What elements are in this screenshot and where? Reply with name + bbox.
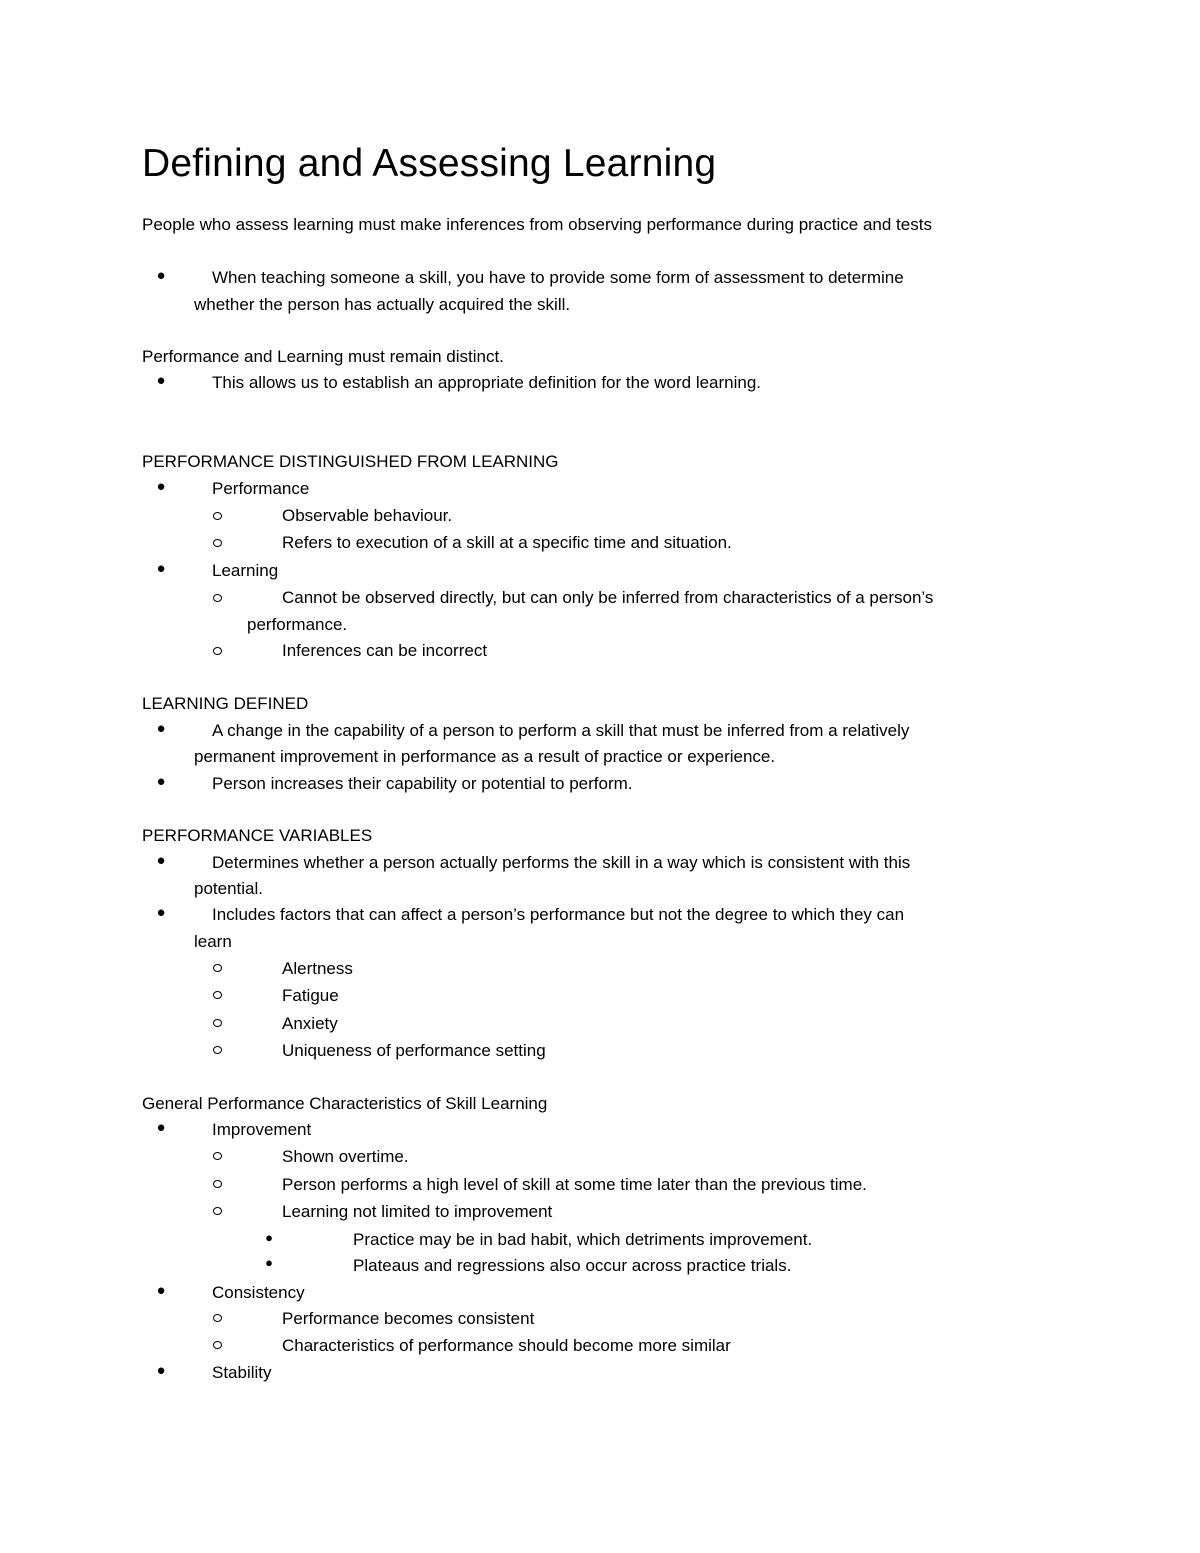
circle-bullet-icon bbox=[213, 539, 222, 547]
performance-variables-bullet-2-line1: Includes factors that can affect a person’s performance but not the degree to which they can bbox=[212, 905, 905, 924]
performance-variables-bullet-1-line1: Determines whether a person actually performs the skill in a way which is consistent with this bbox=[212, 853, 911, 872]
circle-bullet-icon bbox=[213, 1207, 222, 1215]
consistency-item-1: Performance becomes consistent bbox=[282, 1309, 535, 1328]
bullet-icon: ● bbox=[156, 478, 166, 495]
bullet-icon: ● bbox=[156, 1119, 166, 1136]
performance-item-1: Observable behaviour. bbox=[282, 506, 453, 525]
learning-defined-bullet-1-line2: permanent improvement in performance as a result of practice or experience. bbox=[194, 747, 776, 766]
improvement-item-1: Shown overtime. bbox=[282, 1147, 409, 1166]
bullet-icon: ● bbox=[156, 720, 166, 737]
bullet-icon: ● bbox=[156, 267, 166, 284]
learning-item-1-line2: performance. bbox=[247, 615, 348, 634]
learning-defined-bullet-2: Person increases their capability or potential to perform. bbox=[212, 774, 633, 793]
circle-bullet-icon bbox=[213, 594, 222, 602]
section-heading-characteristics: General Performance Characteristics of Skill Learning bbox=[142, 1094, 548, 1113]
intro-bullet-line2: whether the person has actually acquired the skill. bbox=[194, 295, 571, 314]
improvement-item-3: Learning not limited to improvement bbox=[282, 1202, 553, 1221]
document-title: Defining and Assessing Learning bbox=[142, 142, 717, 185]
section-heading-learning-defined: LEARNING DEFINED bbox=[142, 694, 309, 713]
learning-item-1-line1: Cannot be observed directly, but can only be inferred from characteristics of a person’s bbox=[282, 588, 934, 607]
circle-bullet-icon bbox=[213, 964, 222, 972]
circle-bullet-icon bbox=[213, 1314, 222, 1322]
improvement-subitem-1: Practice may be in bad habit, which detriments improvement. bbox=[353, 1230, 813, 1249]
improvement-item-2: Person performs a high level of skill at some time later than the previous time. bbox=[282, 1175, 867, 1194]
learning-label: Learning bbox=[212, 561, 279, 580]
factor-item: Fatigue bbox=[282, 986, 339, 1005]
circle-bullet-icon bbox=[213, 1046, 222, 1054]
consistency-label: Consistency bbox=[212, 1283, 305, 1302]
consistency-item-2: Characteristics of performance should become more similar bbox=[282, 1336, 731, 1355]
factor-item: Anxiety bbox=[282, 1014, 338, 1033]
section-heading-performance-vs-learning: PERFORMANCE DISTINGUISHED FROM LEARNING bbox=[142, 452, 559, 471]
circle-bullet-icon bbox=[213, 647, 222, 655]
circle-bullet-icon bbox=[213, 1341, 222, 1349]
circle-bullet-icon bbox=[213, 991, 222, 999]
improvement-subitem-2: Plateaus and regressions also occur across practice trials. bbox=[353, 1256, 792, 1275]
learning-item-2: Inferences can be incorrect bbox=[282, 641, 488, 660]
performance-label: Performance bbox=[212, 479, 310, 498]
bullet-icon: ● bbox=[156, 1362, 166, 1379]
distinct-bullet: This allows us to establish an appropriate definition for the word learning. bbox=[212, 373, 762, 392]
factor-item: Alertness bbox=[282, 959, 353, 978]
bullet-icon: ● bbox=[156, 1282, 166, 1299]
performance-variables-bullet-1-line2: potential. bbox=[194, 879, 263, 898]
bullet-icon: ● bbox=[156, 904, 166, 921]
bullet-icon: ● bbox=[156, 372, 166, 389]
circle-bullet-icon bbox=[213, 1152, 222, 1160]
factor-item: Uniqueness of performance setting bbox=[282, 1041, 546, 1060]
bullet-icon: ● bbox=[265, 1230, 273, 1245]
performance-item-2: Refers to execution of a skill at a specific time and situation. bbox=[282, 533, 732, 552]
distinct-heading: Performance and Learning must remain distinct. bbox=[142, 347, 504, 366]
circle-bullet-icon bbox=[213, 1019, 222, 1027]
bullet-icon: ● bbox=[156, 852, 166, 869]
improvement-label: Improvement bbox=[212, 1120, 312, 1139]
intro-bullet-line1: When teaching someone a skill, you have to provide some form of assessment to determine bbox=[212, 268, 904, 287]
performance-variables-bullet-2-line2: learn bbox=[194, 932, 232, 951]
circle-bullet-icon bbox=[213, 1180, 222, 1188]
bullet-icon: ● bbox=[156, 773, 166, 790]
circle-bullet-icon bbox=[213, 512, 222, 520]
learning-defined-bullet-1-line1: A change in the capability of a person to perform a skill that must be inferred from a relatively bbox=[212, 721, 910, 740]
bullet-icon: ● bbox=[156, 560, 166, 577]
bullet-icon: ● bbox=[265, 1255, 273, 1270]
stability-label: Stability bbox=[212, 1363, 272, 1382]
section-heading-performance-variables: PERFORMANCE VARIABLES bbox=[142, 826, 373, 845]
intro-paragraph: People who assess learning must make inferences from observing performance during practice and tests bbox=[142, 215, 932, 234]
